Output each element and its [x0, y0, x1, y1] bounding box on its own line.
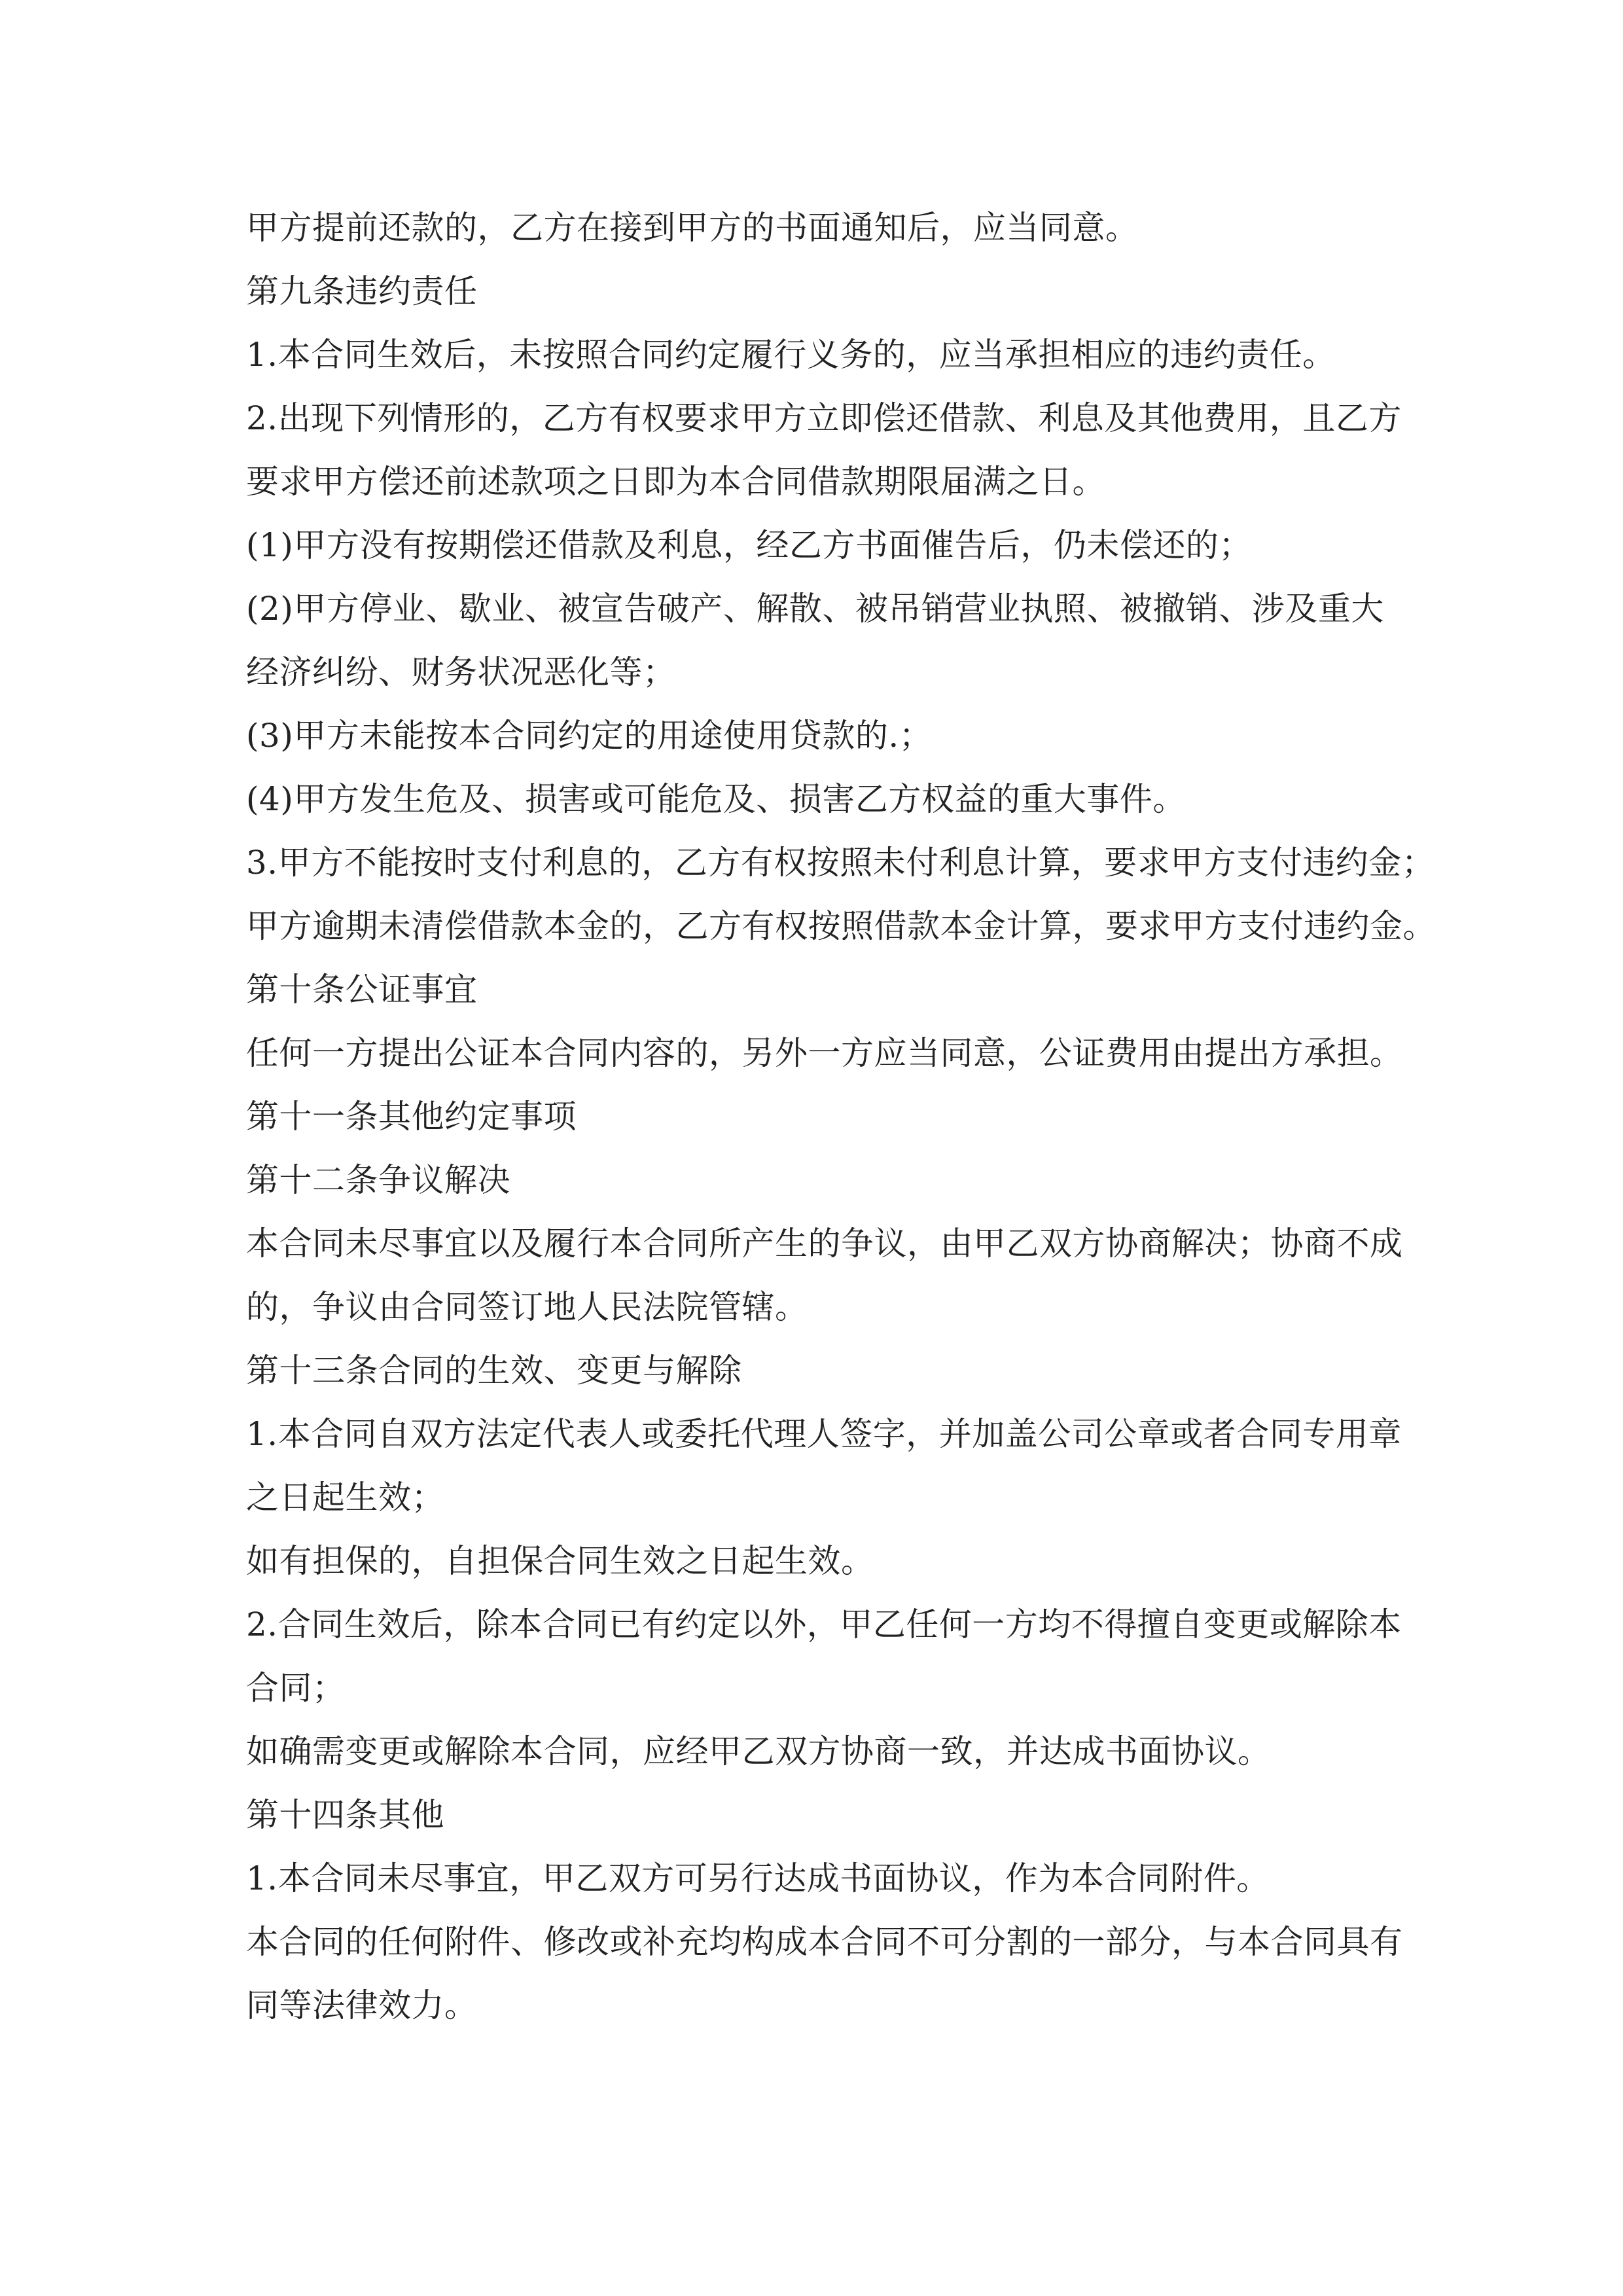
section-heading: 第十一条其他约定事项 [246, 1098, 577, 1136]
text-line: 2.出现下列情形的，乙方有权要求甲方立即偿还借款、利息及其他费用，且乙方 [246, 399, 1402, 437]
text-line: 要求甲方偿还前述款项之日即为本合同借款期限届满之日。 [246, 463, 1105, 501]
text-line: (3)甲方未能按本合同约定的用途使用贷款的.； [246, 717, 933, 755]
text-line: 本合同未尽事宜以及履行本合同所产生的争议，由甲乙双方协商解决；协商不成 [246, 1225, 1403, 1263]
text-line: 甲方逾期未清偿借款本金的，乙方有权按照借款本金计算，要求甲方支付违约金。 [246, 907, 1436, 945]
text-line: 任何一方提出公证本合同内容的，另外一方应当同意，公证费用由提出方承担。 [246, 1034, 1403, 1072]
text-line: (2)甲方停业、歇业、被宣告破产、解散、被吊销营业执照、被撤销、涉及重大 [246, 590, 1384, 628]
text-line: 如确需变更或解除本合同，应经甲乙双方协商一致，并达成书面协议。 [246, 1732, 1271, 1770]
text-line: 甲方提前还款的，乙方在接到甲方的书面通知后，应当同意。 [246, 209, 1139, 247]
section-heading: 第十条公证事宜 [246, 971, 478, 1009]
section-heading: 第十四条其他 [246, 1796, 444, 1834]
text-line: 1.本合同生效后，未按照合同约定履行义务的，应当承担相应的违约责任。 [246, 336, 1336, 374]
section-heading: 第十三条合同的生效、变更与解除 [246, 1352, 742, 1390]
text-line: 同等法律效力。 [246, 1986, 478, 2024]
text-line: 本合同的任何附件、修改或补充均构成本合同不可分割的一部分，与本合同具有 [246, 1923, 1403, 1961]
text-line: 1.本合同自双方法定代表人或委托代理人签字，并加盖公司公章或者合同专用章 [246, 1415, 1402, 1453]
text-line: 3.甲方不能按时支付利息的，乙方有权按照未付利息计算，要求甲方支付违约金； [246, 844, 1435, 882]
section-heading: 第十二条争议解决 [246, 1161, 510, 1199]
text-line: 的，争议由合同签订地人民法院管辖。 [246, 1288, 808, 1326]
text-line: (1)甲方没有按期偿还借款及利息，经乙方书面催告后，仍未偿还的； [246, 526, 1252, 564]
document-body [246, 196, 1436, 2037]
text-line: 如有担保的，自担保合同生效之日起生效。 [246, 1542, 874, 1580]
text-line: 2.合同生效后，除本合同已有约定以外，甲乙任何一方均不得擅自变更或解除本 [246, 1605, 1402, 1643]
text-line: (4)甲方发生危及、损害或可能危及、损害乙方权益的重大事件。 [246, 780, 1186, 818]
section-heading: 第九条违约责任 [246, 272, 478, 310]
text-line: 合同； [246, 1669, 346, 1707]
text-line: 之日起生效； [246, 1479, 444, 1516]
text-line: 1.本合同未尽事宜，甲乙双方可另行达成书面协议，作为本合同附件。 [246, 1859, 1270, 1897]
text-line: 经济纠纷、财务状况恶化等； [246, 653, 676, 691]
